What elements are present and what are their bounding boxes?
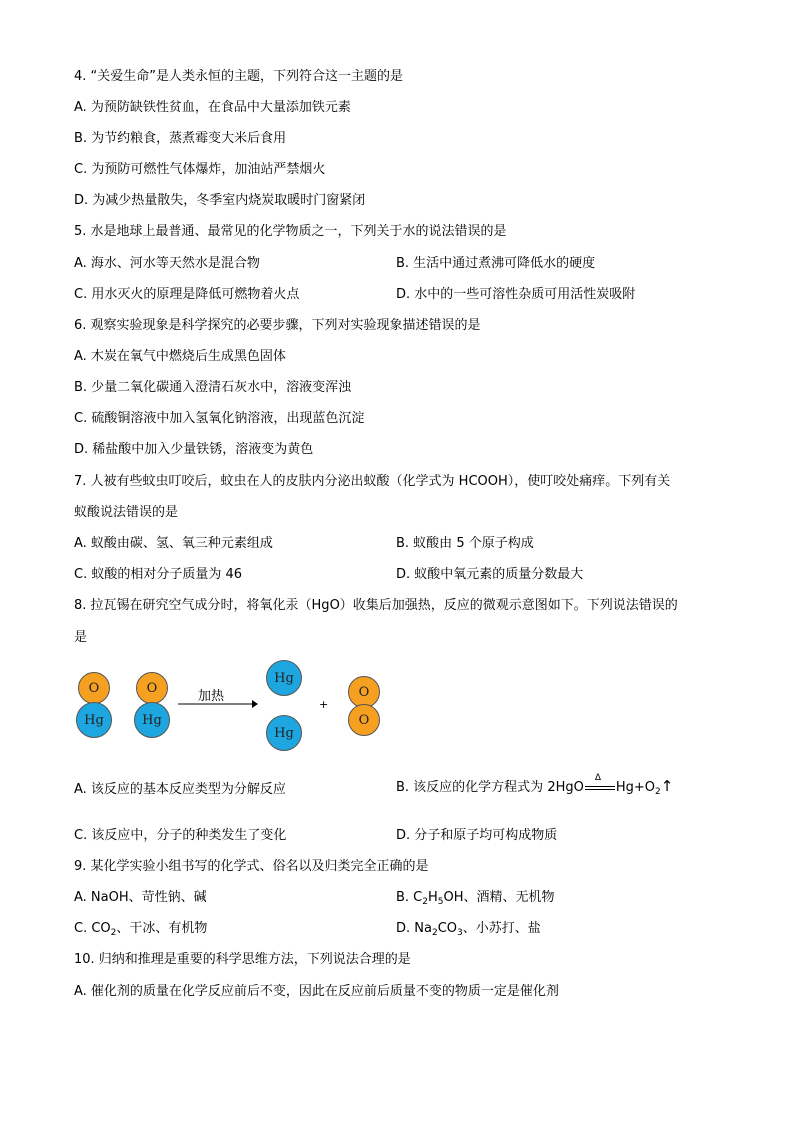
q9-b-text: OH、酒精、无机物 [443, 890, 555, 905]
oxygen-atom: O [348, 676, 380, 708]
q8-option-b [396, 773, 674, 802]
q7-option-b: B. 蚁酸由 5 个原子构成 [396, 536, 534, 551]
mercury-atom: Hg [134, 702, 170, 738]
q9-stem: 9. 某化学实验小组书写的化学式、俗名以及归类完全正确的是 [74, 859, 429, 874]
q7-option-a: A. 蚁酸由碳、氢、氧三种元素组成 [74, 536, 273, 551]
equation-left: 2HgO [547, 780, 584, 795]
q5-option-a: A. 海水、河水等天然水是混合物 [74, 256, 260, 271]
heat-condition [585, 773, 615, 796]
gas-arrow: ↑ [660, 777, 674, 795]
q9-option-b [396, 890, 555, 906]
q9-d-text: CO [437, 921, 458, 936]
q6-option-b: B. 少量二氧化碳通入澄清石灰水中，溶液变浑浊 [74, 380, 352, 395]
q9-option-d [396, 921, 541, 937]
oxygen-atom: O [78, 672, 110, 704]
q10-option-a: A. 催化剂的质量在化学反应前后不变，因此在反应前后质量不变的物质一定是催化剂 [74, 984, 559, 999]
q8-option-c: C. 该反应中，分子的种类发生了变化 [74, 828, 287, 843]
equation-right: Hg+O [615, 780, 656, 795]
q4-option-d: D. 为减少热量散失，冬季室内烧炭取暖时门窗紧闭 [74, 193, 366, 208]
q7-option-c: C. 蚁酸的相对分子质量为 46 [74, 567, 243, 582]
heat-symbol: Δ [594, 773, 602, 783]
q9-b-text: H [428, 890, 438, 905]
q6-option-d: D. 稀盐酸中加入少量铁锈，溶液变为黄色 [74, 442, 314, 457]
q4-stem: 4. “关爱生命”是人类永恒的主题，下列符合这一主题的是 [74, 69, 404, 84]
q8-stem-line2: 是 [74, 630, 88, 645]
mercury-atom: Hg [76, 702, 112, 738]
q9-b-sub: 5 [437, 897, 444, 907]
q5-option-d: D. 水中的一些可溶性杂质可用活性炭吸附 [396, 287, 636, 302]
q6-option-a: A. 木炭在氧气中燃烧后生成黑色固体 [74, 349, 286, 364]
q9-c-sub: 2 [110, 928, 117, 938]
q5-stem: 5. 水是地球上最普通、最常见的化学物质之一，下列关于水的说法错误的是 [74, 224, 507, 239]
plus-sign: + [319, 698, 329, 711]
equation-subscript: 2 [655, 787, 661, 797]
q8-option-d: D. 分子和原子均可构成物质 [396, 828, 558, 843]
q8-option-b-prefix: B. 该反应的化学方程式为 [396, 780, 548, 795]
mercury-atom: Hg [266, 660, 302, 696]
q4-option-a: A. 为预防缺铁性贫血，在食品中大量添加铁元素 [74, 100, 351, 115]
reaction-arrow-icon [178, 698, 258, 710]
q6-option-c: C. 硫酸铜溶液中加入氢氧化钠溶液，出现蓝色沉淀 [74, 411, 365, 426]
q4-option-c: C. 为预防可燃性气体爆炸，加油站严禁烟火 [74, 162, 326, 177]
q7-stem-line2: 蚁酸说法错误的是 [74, 505, 179, 520]
q9-option-a: A. NaOH、苛性钠、碱 [74, 890, 207, 905]
q7-option-d: D. 蚁酸中氧元素的质量分数最大 [396, 567, 584, 582]
q5-option-b: B. 生活中通过煮沸可降低水的硬度 [396, 256, 596, 271]
q9-d-sub: 2 [431, 928, 438, 938]
q10-stem: 10. 归纳和推理是重要的科学思维方法，下列说法合理的是 [74, 952, 411, 967]
q9-b-sub: 2 [422, 897, 428, 907]
q9-d-text: 、小苏打、盐 [462, 921, 541, 936]
q8-option-a: A. 该反应的基本反应类型为分解反应 [74, 782, 286, 797]
mercury-atom: Hg [266, 715, 302, 751]
q6-stem: 6. 观察实验现象是科学探究的必要步骤，下列对实验现象描述错误的是 [74, 318, 481, 333]
q9-b-text: B. C [396, 890, 423, 905]
arrow-label: 加热 [198, 689, 225, 704]
q7-stem-line1: 7. 人被有些蚊虫叮咬后，蚊虫在人的皮肤内分泌出蚁酸（化学式为 HCOOH），使叮咬处痛痒。下列有关 [74, 474, 671, 489]
q9-c-text: C. CO [74, 921, 111, 936]
q9-d-sub: 3 [457, 928, 463, 938]
equals-sign [585, 786, 615, 790]
oxygen-atom: O [348, 704, 380, 736]
q9-option-c [74, 921, 207, 937]
q4-option-b: B. 为节约粮食，蒸煮霉变大米后食用 [74, 131, 287, 146]
reaction-diagram [74, 660, 394, 755]
q8-stem-line1: 8. 拉瓦锡在研究空气成分时，将氧化汞（HgO）收集后加强热，反应的微观示意图如下。下列说法错误的 [74, 598, 678, 613]
oxygen-atom: O [136, 672, 168, 704]
q5-option-c: C. 用水灭火的原理是降低可燃物着火点 [74, 287, 300, 302]
q9-d-text: D. Na [396, 921, 432, 936]
q9-c-text: 、干冰、有机物 [116, 921, 208, 936]
